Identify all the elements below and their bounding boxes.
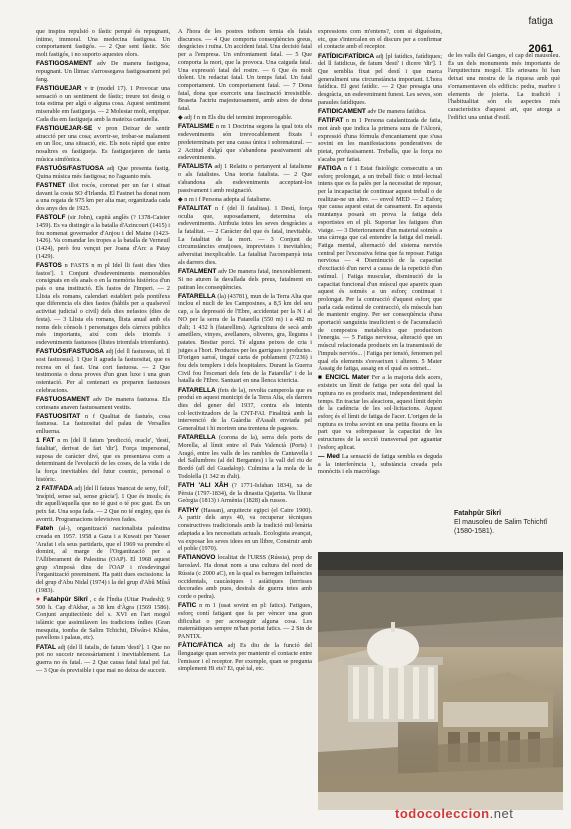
entry-definition: adv De manera fatal, inexorablement. Si no aturen la davallada dels preus, fatalment en patiran les conseqüències. xyxy=(178,268,312,291)
entry-headword: FASTUÓS/FASTUOSA xyxy=(36,348,104,356)
entry-definition: (fets de la), revolta camperola que es produí en aquest municipi de la Terra Alta, els darrers dies del gener del 1937, contra els intents col·lectivitzadors de la CNT-FAI. Finalitzà amb la intervenció de la Guàrdia d'Assalt enviada pel Generalitat i hi moriren una trentena de pagesos. xyxy=(178,386,312,433)
entry-headword: 1 FAT xyxy=(36,437,55,445)
dictionary-entry xyxy=(178,602,312,641)
dictionary-entry xyxy=(36,485,170,524)
entry-marker-icon: ● xyxy=(36,594,44,603)
entry-headword: Fatahpûr Sîkrî xyxy=(43,595,88,603)
dictionary-entry xyxy=(178,163,312,194)
dictionary-entry xyxy=(36,28,170,59)
entry-headword: 2 FAT/FADA xyxy=(36,485,73,493)
mausoleum-illustration xyxy=(318,552,563,810)
dictionary-entry xyxy=(178,123,312,162)
page-number: 2061 xyxy=(528,43,553,55)
dictionary-entry xyxy=(36,214,170,260)
entry-definition: que inspira repulsió o fàstic perquè és repugnant, íntime, immoral. Una medecina fastigosa. Un comportament fastigós. — 2 Que sent fàstic. Sóc molt fastigós, i no suporto aquestes olors. xyxy=(36,28,170,59)
entry-definition: adj 1 Relatiu o pertanyent al fatalisme o als fatalistes. Una teoria fatalista. — 2 Que s'abandona als esdeveniments acceptant-los passivament i amb resignació. xyxy=(178,163,313,194)
entry-definition: illot rocós, coronat per un far i situat davant la costa SO d'Irlanda. El Fastnet ha donat nom a una regata de 975 km per alta mar, organitzada cada dos anys des de 1925. xyxy=(36,181,170,212)
entry-headword: — Med xyxy=(318,452,340,460)
dictionary-entry xyxy=(178,293,312,385)
entry-headword: FATÍDIC/FATÍDICA xyxy=(318,52,375,60)
entry-definition: adv De manera fastuosa. Els cortesans anaven fastuosament vestits. xyxy=(36,395,170,411)
caption-line-1: El mausoleu de Salim Tchichtî xyxy=(454,519,548,526)
dictionary-entry xyxy=(36,413,170,436)
entry-definition: adj [del ll fastuosus, id. Il sost fastuosus]. 1 Que li agrada la fastuositat, que es recrea en el fast. Una cort fastuosa. — 2 Que testimonia o dona proves d'un gran luxe i una gran ostentació. Per al centenari es preparen fastuoses celebracions. xyxy=(36,348,170,394)
dictionary-entry xyxy=(318,374,442,451)
dictionary-entry xyxy=(36,60,170,83)
entry-definition: (Hassan), arquitecte egipci (el Caire 1900). A partir dels anys 40, va recuperar tècniques constructives tradicionals amb la tradició mil·lenària adaptada a les necessitats actuals. Ecologista avançat, va exposar les seves idees en un llibre, Construir amb el poble (1970). xyxy=(178,506,312,553)
entry-headword: FASTUÓS/FASTUOSA xyxy=(36,164,104,172)
entry-headword: FATIDICAMENT xyxy=(318,108,366,116)
entry-definition: n m 1 (usat sovint en pl: fatics). Fatigues, esforç contí fatigant que fa per vèncer una gran dificultat o per aconseguir alguna cosa. Les matemàtiques sempre m'han portat fatics. — 2 Sin de PANTIX. xyxy=(178,602,312,640)
entry-definition: v tr (model 17). 1 Provocar una sensació o un sentiment de fàstic; treure tot desig o tota estima per algú o alguna cosa. Aquest sentiment miserable em fastigueja. — 2 Molestar molt, empipar. Cada dia em fastigueja amb la mateixa cantarella. xyxy=(36,84,171,123)
entry-headword: FATARELLA xyxy=(178,434,216,442)
entry-headword: FASTUOSITAT xyxy=(36,412,81,420)
dictionary-entry xyxy=(178,268,312,291)
entry-definition: ◆ n m i f Persona adepta al fatalisme. xyxy=(178,195,272,203)
entry-definition: n FASTS n m pl Idel lli fasti dies 'dies fastos']. 1 Conjunt d'esdeveniments memorables consignats en els anals o en la memòria històrica d'un país o una institució. Els fastos de l'Imperi. — 2 Llista els romans, calendari establert pels pontífexs que diferencia els dies fastos (hàbils per a qualsevol activitat judicial o civil) dels dies nefastos (dies de festa). — 3 Llista els romans, llista anual amb els noms dels cònsols i personatges dels càrrecs públics més importants, així com dels triomfs i esdeveniments fastuosos (llistes triomfals triomfants). xyxy=(36,261,171,346)
dictionary-entry xyxy=(318,108,442,116)
sidebar-text: de les valls del Ganges, el cap del mausoleu. És un dels monuments més importants de l'arquitectura mogol. Els artesans hi han deixat una mostra de la riquesa amb què s'ornamentaven els edificis: pedra, marbre i elements de joieria. La tradició i l'habitualitat són els aspectes més característics d'aquest art, que atorga a l'edifici una unitat d'estil. xyxy=(448,52,560,121)
column-1 xyxy=(36,28,170,676)
entry-headword: FATIC xyxy=(178,602,197,610)
entry-definition: (la) (43781), mun de la Terra Alta que inclou el nucli de les Camposines, a 8,5 km del seu cap, a la depressió de l'Ebre, accidentat per la N i al NO per la serra de la Fatarella (550 m) i a 482 m d'alt; 1 432 h (fatarellins). Agricultura de secà amb ametllers, vinyes, avellaners, oliveres, gra, llegums i patates. Bestiar porcí. Té alguns peixos de cria i jutges a l'hort. Productes per les garrigues i productes. D'origen sarraí, tingué carta de poblament (7/236) i fou dels templers i dels hospitalers. Durant la Guerra Civil fou l'escenari dels fets de la Fatarella" i de la batalla de l'Ebre. Santuari en una llenca ictericia. xyxy=(178,292,313,385)
entry-definition: ◆ adj f n m Els diu del termini improrrogable. xyxy=(178,114,293,122)
entry-headword: FASTIGUEJAR-SE xyxy=(36,124,93,132)
watermark-brand: todocoleccion xyxy=(395,806,490,821)
entry-definition: n m 1 Persona catalanitzada de fatia, mot àrab que indica la primera sura de l'Alcorà, expressió d'una fórmula d'encantament que s'usa sovint en les manifestacions ponderatives de pietat, profussisament. Treballa, que la força no s'acaba per fatiat. xyxy=(318,117,442,163)
dictionary-entry xyxy=(318,165,442,373)
entry-headword: FATALISTA xyxy=(178,163,213,171)
dictionary-entry xyxy=(36,85,170,124)
entry-definition: adj [del ll fatuus 'mancat de seny, foll', 'insípid, sense sal, sense gràcia']. 1 Que és insuls; és dir aquell/aquella que no té gust o té poc gust. És un peix fat. Una sopa fada. — 2 Que no té enginy, que és avorrit. Programacions televisives fades. xyxy=(36,485,170,523)
dictionary-entry xyxy=(178,554,312,600)
entry-headword: FÀTIC/FÀTICA xyxy=(178,642,223,650)
entry-definition: adv De manera fatídica. xyxy=(367,108,427,116)
dictionary-entry xyxy=(36,437,170,483)
entry-headword: FASTOLF xyxy=(36,214,66,222)
dictionary-entry xyxy=(36,644,170,675)
mausoleum-photo xyxy=(318,552,563,810)
entry-definition: n f Qualitat de fastuós, cosa fastuosa. La fastuositat del palau de Versalles enlluerna. xyxy=(36,412,171,436)
entry-definition: adj Es diu de la funció del llenguatge quan serveix per mantenir el contacte entre l'emissor i el receptor. Per exemple, quan se pregunta simplement Hi ets? Ei, què tal, etc. xyxy=(178,642,312,673)
entry-headword: FASTOS xyxy=(36,261,62,269)
entry-headword: FASTIGUEJAR xyxy=(36,84,82,92)
entry-headword: FATALISME xyxy=(178,123,214,131)
dictionary-entry xyxy=(178,642,312,673)
entry-definition: (sir John), capità anglès (? 1378-Caister 1459). Es va distingir a la batalla d'Azincourt (1415) i fou nomenat governador d'Anjou i del Maine (1423-1426). Va comandar les tropes a la batalla de Verneuil (1424), però fou vençut per Joana d'Arc a Patay (1429). xyxy=(36,214,170,260)
entry-headword: FATH 'ALI XÂH xyxy=(178,482,229,490)
entry-definition: v pron Deixar de sentir atracció per una cosa; avorrir-se, trobar-se malament en un lloc, una situació, etc. Els nois ràpid que entre nosaltres es fastigueja. Es fastiguejaren de tanta música simfònica. xyxy=(36,124,170,163)
entry-headword: FATARELLA xyxy=(178,292,216,300)
entry-definition: A l'hora de les postres tothom temia els fatals discursos. — 4 Que comporta conseqüències greus, desgràcies i ruïna. Un accident fatal. Una decisió fatal per a l'empresa. Un enfrontament fatal. — 5 Que comporta la mort, que la provoca. Una caiguda fatal. Una expressió fatal del rostre. — 6 Que és molt dolent. Un redactat fatal. Un temps fatal. Un fatal comportament. Un comportament fatal. — 7 Dona fatal, dona que exerceix una fascinació irresistible. Braseta l'actriu majestuosament, amb aires de dona fatal. xyxy=(178,28,312,113)
entry-definition: n m [del ll fatum 'predicció, oracle', 'destí, fatalitat', derivat de fari 'dir']. Força impersonal, suposa de caràcter diví, que es presentava com a determinant de l'evolució de les coses, de la vida i de la força inevitables del futur cosmic, personal o històric. xyxy=(36,437,171,483)
dictionary-entry xyxy=(178,507,312,553)
dictionary-entry xyxy=(178,482,312,505)
dictionary-entry xyxy=(36,396,170,411)
dictionary-entry xyxy=(318,117,442,163)
entry-definition: n m 1 Doctrina segons la qual tots els esdeveniments són irrevocablement fixats i predeterminats per una causa única i sobrenatural. — 2 Actitud d'algú que s'abandona passivament als esdeveniments. xyxy=(178,123,312,162)
entry-headword: FASTIGOSAMENT xyxy=(36,60,92,68)
entry-definition: n f 1 Estat fisiològic consecutiu a un esforç prolongat, a un treball físic o intel·lectual intens que es fa palès per la necessitat de reposar, per la incapacitat de continuar aquest treball o de realitzar-ne un altre. — envol MED — 2 Esforç que causa aquest estat de cansament. En aquesta muntanya posarà en prova la fatiga dels esportistes en el pli. Suportar les fatigues d'un viatge. — 3 Deteriorament d'un material sotmès a una càrrega que cal entendre la fatiga del metall. Fatiga mental, alternació del sistema nerviós central per l'excessiva feina que fa reposar. Fatiga nerviosa — 4 Disminució de la capacitat d'excitació d'un nervi a causa de la repetició d'un estímul. | Fatiga muscular, disminució de la capacitat funcional d'un múscul que apareix quan aquest és sotmès a un esforç continuat i prolongat. Per la contracció d'aquest esforç que parla cada estímul de contracció, els músculs han de mantenir enginy. Per ser conseqüència d'una aportació sanguínia insuficient o de l'acumulació de compostos metabòlics que produeixen l'energia. — 5 Fatiga nerviosa, alteració que un múscul relacionada produeix en la transmissió de l'impuls nerviós... | Fatiga per tensió, fenomen pel qual els elements s'esvaeixen i alteren. 5 Mater Assaig de fatiga, assaig en el qual es sotmet... xyxy=(318,164,442,373)
entry-headword: FATIFAT xyxy=(318,117,344,125)
entry-definition: adj (del ll fatalis, de fatum 'destí']. 1 Que no pot no succeir necessàriament i inevitablement. La guerra no és fatal. — 2 Que causa fatal fatal pel fat. — 3 Que és previsible i que mai no deixa de succeir. xyxy=(36,643,170,674)
dictionary-entry xyxy=(36,182,170,213)
column-3 xyxy=(318,28,442,478)
entry-headword: FASTNET xyxy=(36,181,66,189)
watermark-tld: .net xyxy=(489,806,514,821)
dictionary-entry xyxy=(178,434,312,480)
dictionary-entry xyxy=(36,125,170,164)
dictionary-entry xyxy=(178,114,312,122)
entry-headword: FATIANOVO xyxy=(178,554,216,562)
dictionary-entry xyxy=(36,348,170,394)
entry-definition: Fer a la majoria dels acers, existeix un límit de fatiga per sota del qual la ruptura no es produeix mai, independentment del temps. En tractar les aleacions, aquest límit depèn de la cadència de les sol·licitacions. Aquest esforç és el límit de fatiga de l'acer. L'origen de la ruptura es troba sovint en una petita fissura en la part que va sobrepassar la capacitat de les estructures de la secció transversal per aguantar l'esforç aplicat. xyxy=(318,374,442,451)
entry-headword: FATALITAT xyxy=(178,204,212,212)
entry-definition: adj [pl fatídics, fatídiques; del ll fatidicus, de fatum 'destí' i dicere 'dir']. 1 Que semblia fixat pel destí i que marca generalment una circumstància important. L'hora fatídica. El gest fatídic. — 2 Que presagia una desgràcia, un esdeveniment funest. Les seves, son paraules fatídiques. xyxy=(318,52,443,106)
entry-definition: n f (del ll fatalitas). 1 Destí, força oculta que, suposadament, determina els esdeveniments. Atribuïa totes les seves desgràcies a la fatalitat. — 2 Caràcter del que és fatal, inevitable. La fatalitat de la mort. — 3 Conjunt de circumstàncies enutjoses, imprevistes i inevitables; adversitat inexplicable. La fatalitat l'acompanyà tota als darrers dies. xyxy=(178,204,313,266)
column-2 xyxy=(178,28,312,674)
entry-definition: La sensació de fatiga sembla es deguda a la interferència 1, substància creada pels monòcits i els macròfags xyxy=(318,452,443,476)
entry-definition: (corona de la), serra dels ports de Morella, al límit entre el País Valencià (Ports) i Aragó, entre les valls de les rambles de Cantavella i del Sallumbres (al del Bergantes) i la vall del riu de Bordó (afl del Guadalop). Culmina a la mola de la Todolella (1 342 m d'alt). xyxy=(178,434,313,480)
entry-definition: , c de l'Índia (Uttar Pradesh); 9 500 h. Cap d'Akbar, a 38 km d'Àgra (1569 1586). Conjunt arquitectònic del s. XVI en l'art mogol islàmic que assimilaven les tradicions índies (Gran mesquita, tomba de Salim Tchichti, Dîwân-i Khâss, pavellons i palaus, etc). xyxy=(36,595,170,642)
entry-headword: FATALMENT xyxy=(178,268,217,276)
caption-line-2: (1580-1581). xyxy=(454,528,495,535)
entry-definition: (al-), organització nacionalista palestina creada en 1957. 1958 a Gaza i a Kuwait per Yasser 'Arafat i els seus partidaris, que el 1969 va prendre el domini, al marge de l'Organització per a l'Alliberament de Palestina (OAP). El 1968 aquest grup s'imposà dins de l'OAP i n'esdevingué l'organització preeminent. Ha patit dues escissions: la del grup d'Abu Nidal (1974) i la del grup d'Abû Mûsâ (1983). xyxy=(36,525,171,594)
entry-headword: FATARELLA xyxy=(178,386,216,394)
dictionary-entry xyxy=(178,196,312,204)
dictionary-entry xyxy=(318,453,442,476)
entry-headword: FASTUOSAMENT xyxy=(36,395,90,403)
entry-headword: Fateh xyxy=(36,525,54,533)
entry-headword: FATHY xyxy=(178,506,199,514)
photo-caption xyxy=(454,509,564,536)
entry-headword: FATAL xyxy=(36,643,56,651)
dictionary-entry xyxy=(178,205,312,267)
entry-definition: (? 1771-Isfahan 1834), xa de Pèrsia (1797-1834), de la dinastia Qajarita. Va lliurar Geòrgia (1813) i Armènia (1828) als russos. xyxy=(178,482,312,505)
entry-definition: localitat de l'URSS (Rússia), prop de Iaroslavl. Ha donat nom a una cultura del nord de Rússia (c 2000 aC), en la qual es barregen influències occidentals, caucàsiques i asiàtiques (terrisses decorades amb pues, destrals de guerra tetes amb corde o pedra). xyxy=(178,554,312,600)
watermark xyxy=(395,806,513,821)
dictionary-entry xyxy=(36,262,170,347)
entry-definition: expressions com m'entens?, com si diguéssim, etc, que s'intercalen en el discurs per a confirmar el contacte amb el receptor. xyxy=(318,28,442,51)
entry-definition: adj Que presenta fastig. Quina música més fastigosa; no l'aguanto més. xyxy=(36,164,170,180)
running-head: fatiga xyxy=(528,16,553,27)
entry-headword: FATIGA xyxy=(318,164,342,172)
dictionary-entry xyxy=(318,28,442,51)
dictionary-entry xyxy=(36,165,170,180)
caption-title: Fatahpûr Sîkrî xyxy=(454,510,502,517)
dictionary-entry xyxy=(36,596,170,642)
dictionary-entry xyxy=(36,525,170,594)
dictionary-entry xyxy=(178,387,312,433)
entry-headword: ■ ENCICL Mater xyxy=(318,374,370,382)
entry-definition: adv De manera fastigosa, repugnant. Un llimac s'arrossegava fastigosament pel fang. xyxy=(36,60,170,83)
dictionary-entry xyxy=(178,28,312,113)
dictionary-entry xyxy=(318,53,442,107)
